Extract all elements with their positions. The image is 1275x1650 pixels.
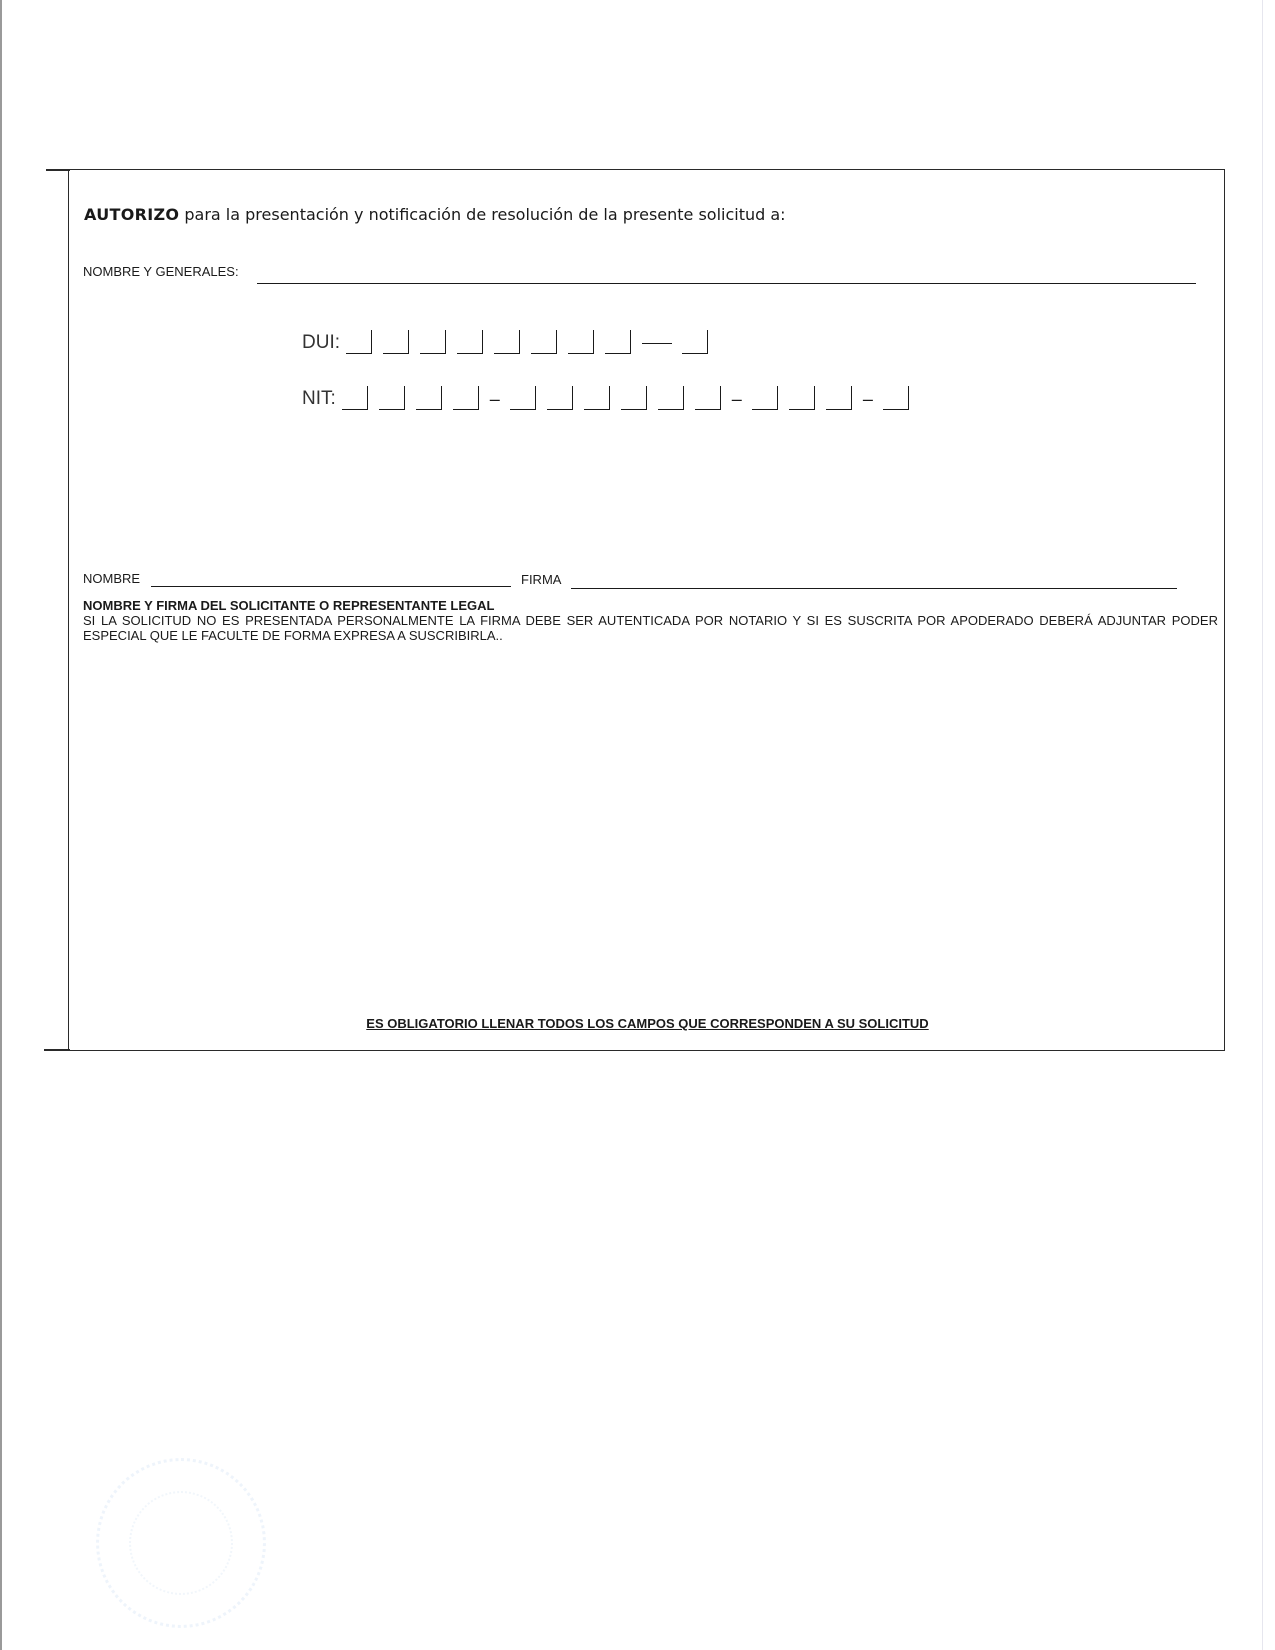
nit-digit-box[interactable] (510, 386, 536, 410)
nit-digit-box[interactable] (342, 386, 368, 410)
authorization-bold-word: AUTORIZO (84, 205, 180, 224)
nit-row (302, 380, 920, 410)
nit-digit-box[interactable] (379, 386, 405, 410)
nit-digit-box[interactable] (453, 386, 479, 410)
nit-digit-box[interactable] (416, 386, 442, 410)
authorization-statement (84, 205, 786, 224)
mandatory-notice: ES OBLIGATORIO LLENAR TODOS LOS CAMPOS QUE CORRESPONDEN A SU SOLICITUD (366, 1016, 929, 1031)
nombre-label: NOMBRE (83, 571, 141, 586)
dui-digit-box[interactable] (568, 330, 594, 354)
faded-stamp-inner (129, 1491, 233, 1595)
nit-separator: – (862, 389, 873, 409)
page-right-edge (1262, 0, 1263, 1650)
dui-digit-box[interactable] (457, 330, 483, 354)
nit-label: NIT: (302, 388, 336, 409)
nit-digit-box[interactable] (547, 386, 573, 410)
dui-digit-box[interactable] (682, 330, 708, 354)
nombre-generales-label: NOMBRE Y GENERALES: (83, 264, 239, 279)
faded-stamp (96, 1458, 266, 1628)
dui-digit-box[interactable] (531, 330, 557, 354)
dui-row (302, 324, 719, 354)
frame-tick-top (46, 169, 70, 171)
authorization-text: para la presentación y notificación de resolución de la presente solicitud a: (184, 205, 786, 224)
nit-separator: – (731, 389, 742, 409)
dui-separator (642, 343, 672, 345)
nit-digit-box[interactable] (695, 386, 721, 410)
dui-digit-box[interactable] (605, 330, 631, 354)
nit-digit-box[interactable] (883, 386, 909, 410)
nombre-field[interactable] (151, 586, 511, 587)
nombre-generales-field[interactable] (257, 283, 1196, 284)
nit-digit-box[interactable] (789, 386, 815, 410)
nit-separator: – (489, 389, 500, 409)
nit-digit-box[interactable] (658, 386, 684, 410)
dui-digit-box[interactable] (420, 330, 446, 354)
applicant-heading: NOMBRE Y FIRMA DEL SOLICITANTE O REPRESENTANTE LEGAL (83, 598, 495, 613)
dui-digit-box[interactable] (383, 330, 409, 354)
applicant-notice: SI LA SOLICITUD NO ES PRESENTADA PERSONALMENTE LA FIRMA DEBE SER AUTENTICADA POR NOTARIO Y SI ES SUSCRITA POR APODERADO DEBERÁ ADJUNTAR PODER ESPECIAL QUE LE FACULTE DE FORMA EXPRESA A SUSCRIBIRLA.. (83, 613, 1218, 643)
frame-tick-bottom (44, 1049, 70, 1051)
nit-digit-box[interactable] (621, 386, 647, 410)
page-left-edge (0, 0, 2, 1650)
nit-digit-box[interactable] (584, 386, 610, 410)
nit-digit-box[interactable] (826, 386, 852, 410)
nit-digit-box[interactable] (752, 386, 778, 410)
dui-digit-box[interactable] (494, 330, 520, 354)
firma-field[interactable] (571, 588, 1177, 589)
dui-digit-box[interactable] (346, 330, 372, 354)
dui-label: DUI: (302, 332, 340, 353)
firma-label: FIRMA (521, 572, 562, 587)
